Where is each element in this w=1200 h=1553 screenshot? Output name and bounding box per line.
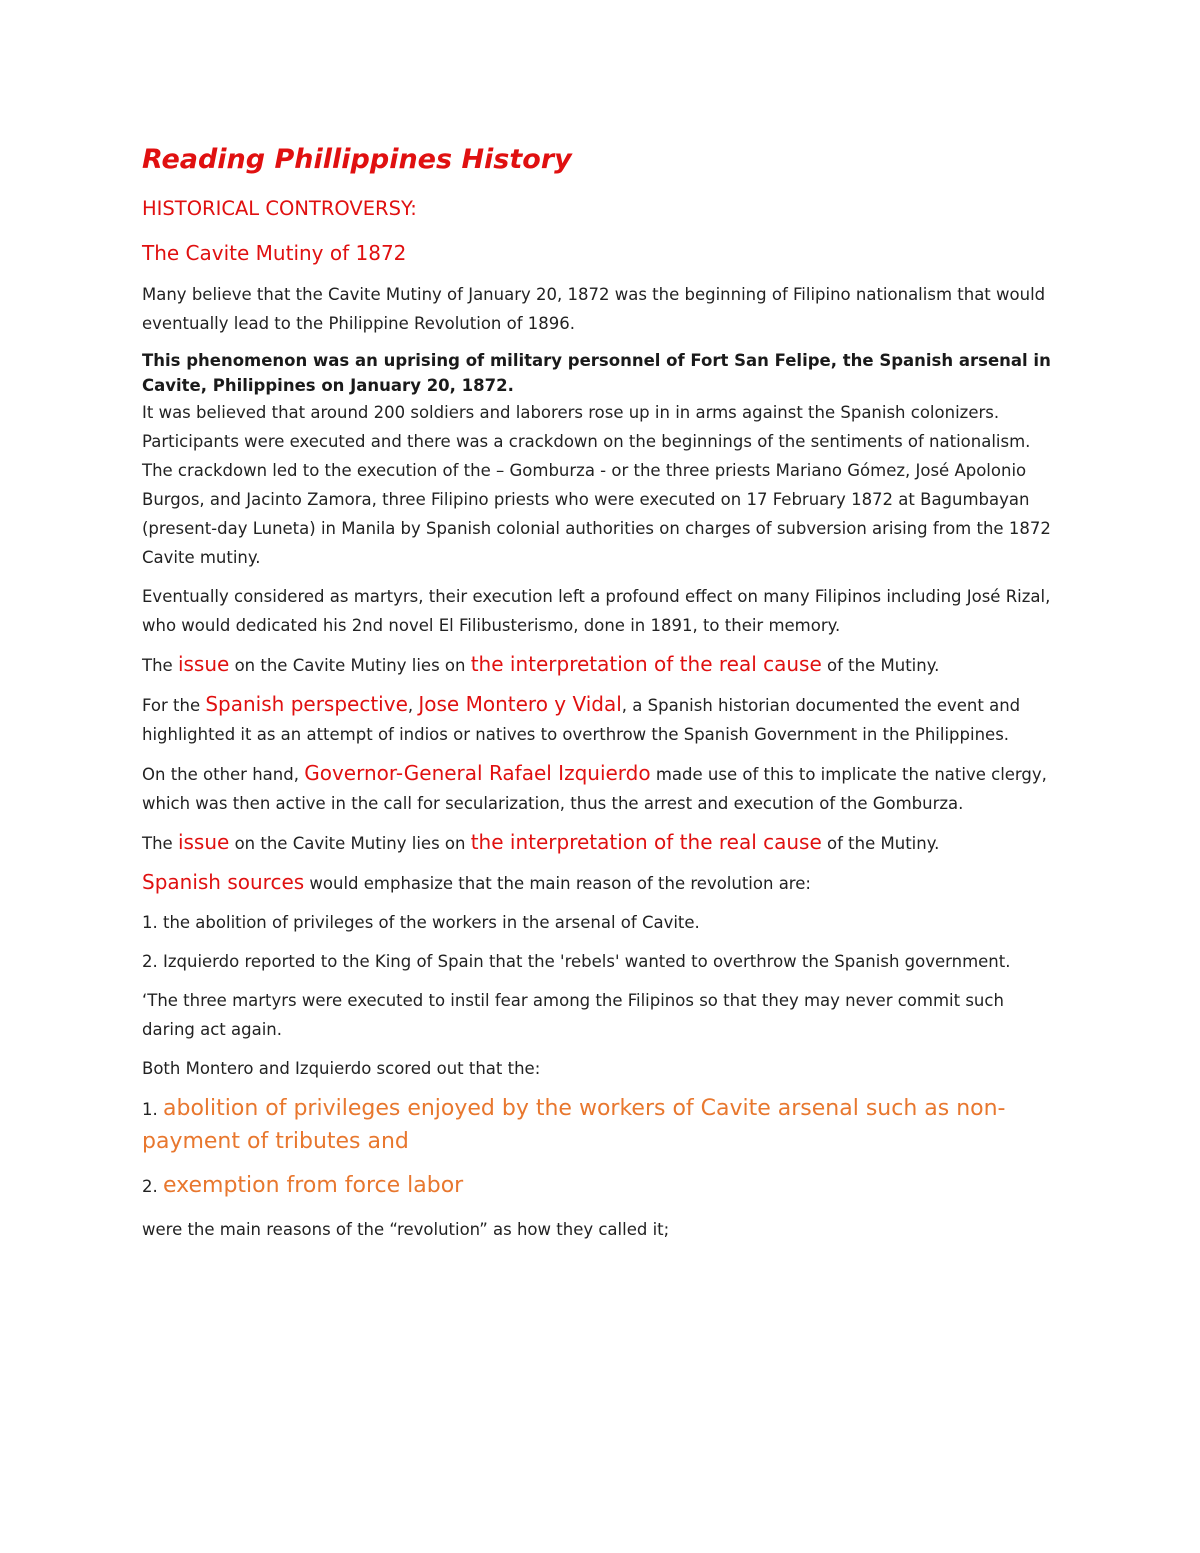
paragraph-issue	[142, 650, 1062, 680]
document-page	[142, 140, 1062, 1254]
document-title: Reading Phillippines History	[142, 144, 572, 175]
paragraph-three-martyrs: ‘The three martyrs were executed to instil fear among the Filipinos so that they may never commit such daring act again.	[142, 991, 1004, 1039]
text-run: on the Cavite Mutiny lies on	[229, 656, 471, 675]
highlight-izquierdo: Governor-General Rafael Izquierdo	[304, 761, 651, 785]
highlight-interpretation: the interpretation of the real cause	[470, 830, 822, 854]
paragraph-spanish-perspective	[142, 690, 1062, 749]
text-run: made use of this to implicate the native clergy, which was then active in the call for secularization, thus the arrest and execution of the Gomburza.	[142, 765, 1047, 813]
section-heading: HISTORICAL CONTROVERSY:	[142, 197, 417, 220]
text-run: The	[142, 834, 178, 853]
list-item-2: 2. Izquierdo reported to the King of Spain that the 'rebels' wanted to overthrow the Spanish government.	[142, 952, 1011, 971]
text-run: The	[142, 656, 178, 675]
text-run: On the other hand,	[142, 765, 305, 784]
list-number: 2.	[142, 1177, 163, 1196]
text-run: of the Mutiny.	[821, 834, 940, 853]
list-item-1: 1. the abolition of privileges of the workers in the arsenal of Cavite.	[142, 913, 700, 932]
text-run: , a Spanish historian documented the event and highlighted it as an attempt of indios or natives to overthrow the Spanish Government in the Philippines.	[142, 696, 1021, 744]
highlight-montero: Jose Montero y Vidal	[418, 692, 622, 716]
paragraph-issue-repeat	[142, 828, 1062, 858]
paragraph-martyrs: Eventually considered as martyrs, their execution left a profound effect on many Filipinos including José Rizal, who would dedicated his 2nd novel El Filibusterismo, done in 1891, to their memory.	[142, 587, 1051, 635]
list-number: 1.	[142, 1100, 163, 1119]
paragraph-both-montero: Both Montero and Izquierdo scored out that the:	[142, 1059, 541, 1078]
text-run: For the	[142, 696, 206, 715]
paragraph-intro: Many believe that the Cavite Mutiny of January 20, 1872 was the beginning of Filipino nationalism that would eventually lead to the Philippine Revolution of 1896.	[142, 285, 1046, 333]
paragraph-uprising: It was believed that around 200 soldiers and laborers rose up in in arms against the Spanish colonizers. Participants were executed and there was a crackdown on the beginnings of the sentiments of nationalism.	[142, 403, 1031, 451]
highlight-spanish-sources: Spanish sources	[142, 870, 305, 894]
paragraph-spanish-sources	[142, 868, 1062, 898]
highlight-spanish-perspective: Spanish perspective	[205, 692, 408, 716]
reason-item-2	[142, 1170, 1062, 1203]
paragraph-closing: were the main reasons of the “revolution” as how they called it;	[142, 1220, 670, 1239]
text-run: on the Cavite Mutiny lies on	[229, 834, 471, 853]
text-run: would emphasize that the main reason of the revolution are:	[304, 874, 811, 893]
highlight-issue: issue	[177, 652, 230, 676]
text-run: ,	[407, 696, 419, 715]
text-run: of the Mutiny.	[821, 656, 940, 675]
reason-item-1	[142, 1093, 1062, 1158]
paragraph-gomburza: The crackdown led to the execution of the – Gomburza - or the three priests Mariano Gómez, José Apolonio Burgos, and Jacinto Zamora, three Filipino priests who were executed on 17 February 1872 at Bagumbayan (present-day Luneta) in Manila by Spanish colonial authorities on charges of subversion arising from the 1872 Cavite mutiny.	[142, 461, 1051, 567]
highlight-interpretation: the interpretation of the real cause	[470, 652, 822, 676]
reason-text: exemption from force labor	[163, 1173, 464, 1198]
highlight-issue: issue	[177, 830, 230, 854]
section-subheading: The Cavite Mutiny of 1872	[142, 241, 407, 265]
paragraph-phenomenon: This phenomenon was an uprising of military personnel of Fort San Felipe, the Spanish arsenal in Cavite, Philippines on January 20, 1872.	[142, 351, 1051, 395]
paragraph-izquierdo	[142, 759, 1062, 818]
reason-text: abolition of privileges enjoyed by the workers of Cavite arsenal such as non-payment of tributes and	[142, 1096, 1006, 1154]
